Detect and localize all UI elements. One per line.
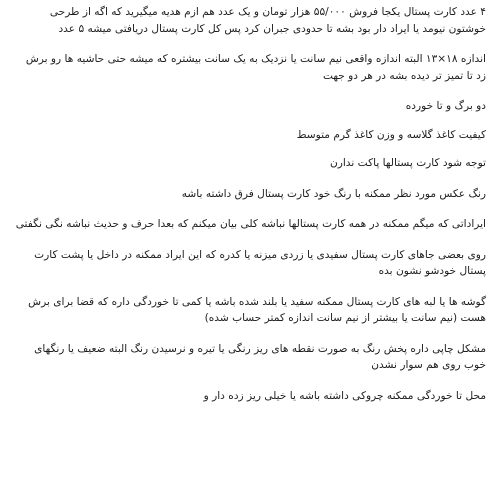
paragraph-size-info: اندازه ۱۸×۱۳ البته اندازه واقعی نیم سانت یا نزدیک به یک سانت بیشتره که میشه حتی حاشیه ها رو برش زد تا تمیز تر دیده بشه در هر دو جهت xyxy=(25,53,486,82)
paragraph-color-note: رنگ عکس مورد نظر ممکنه با رنگ خود کارت پستال فرق داشته باشه xyxy=(181,187,486,200)
paragraph-defects-intro: ایراداتی که میگم ممکنه در همه کارت پستالها نباشه کلی بیان میکنم که بعدا حرف و حدیث نباشه نگی نگفتی xyxy=(15,218,486,230)
paragraph-fold-wrinkles: محل تا خوردگی ممکنه چروکی داشته باشه یا خیلی ریز زده دار و xyxy=(203,389,486,402)
paragraph-corners: گوشه ها یا لبه های کارت پستال ممکنه سفید یا بلند شده باشه یا کمی تا خوردگی داره که قضا برای برش هست (نیم سانت یا بیشتر از نیم سانت اندازه کمتر حساب شده) xyxy=(28,295,486,324)
paragraph-no-envelope: توجه شود کارت پستالها پاکت ندارن xyxy=(329,157,486,169)
paragraph-price-info: ۴ عدد کارت پستال یکجا فروش ۵۵/۰۰۰ هزار تومان و یک عدد هم ازم هدیه میگیرید که اگه از طرحی خوشتون نیومد یا ایراد دار بود بشه تا حدودی جبران کرد پس کل کارت پستال دریافتی میشه ۵ عدد xyxy=(49,6,486,35)
paragraph-print-issues: مشکل چاپی داره پخش رنگ به صورت نقطه های ریز رنگی یا تیره و نرسیدن رنگ البته ضعیف یا رنگهای خوب روی هم سوار نشدن xyxy=(34,342,486,371)
paragraph-folding: دو برگ و تا خورده xyxy=(405,100,486,112)
paragraph-white-spots: روی بعضی جاهای کارت پستال سفیدی یا زردی میزنه یا کدره که این ایراد ممکنه در داخل یا پشت کارت پستال خودشو نشون بده xyxy=(34,248,486,277)
paragraph-paper-quality: کیفیت کاغذ گلاسه و وزن کاغذ گرم متوسط xyxy=(296,128,486,141)
